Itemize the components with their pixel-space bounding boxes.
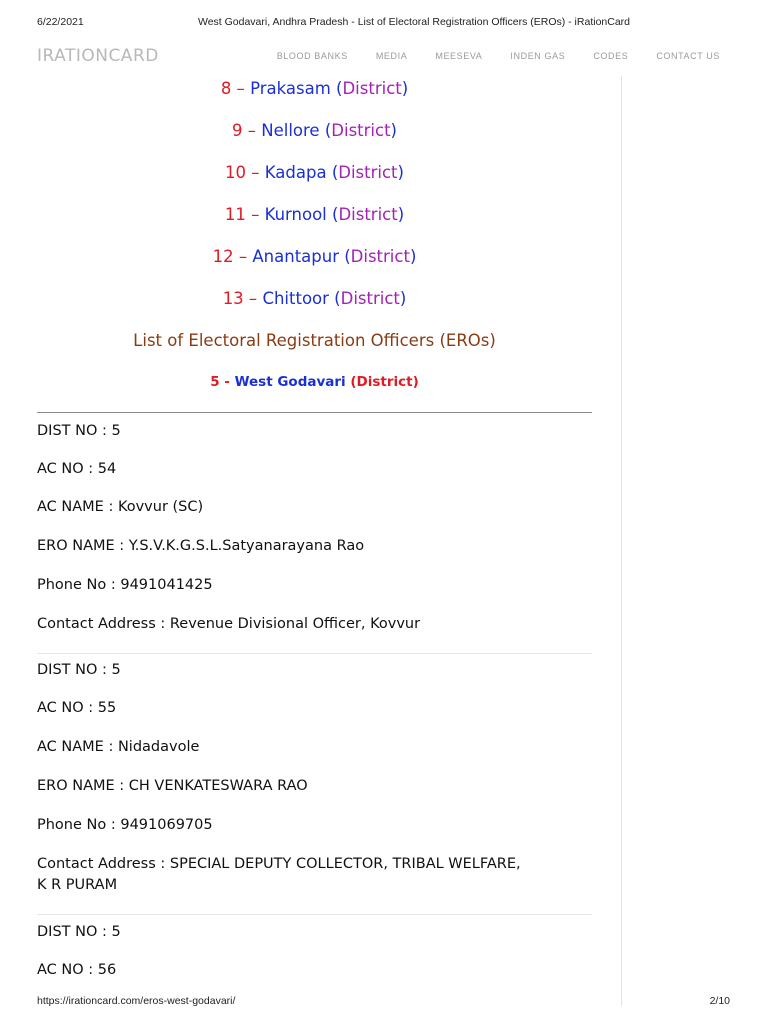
record-1-ac-name: AC NAME : Kovvur (SC)	[37, 499, 204, 515]
nav-codes[interactable]: CODES	[593, 51, 629, 61]
ero-list-heading: List of Electoral Registration Officers (EROs)	[133, 331, 496, 350]
nav-blood-banks[interactable]: BLOOD BANKS	[276, 51, 348, 61]
print-date: 6/22/2021	[37, 16, 84, 28]
sidebar-divider	[621, 76, 622, 1006]
record-2-ero-name: ERO NAME : CH VENKATESWARA RAO	[37, 778, 308, 794]
district-link-kurnool[interactable]: 11 – Kurnool (District)	[224, 205, 405, 224]
district-link-chittoor[interactable]: 13 – Chittoor (District)	[222, 289, 407, 308]
table-top-divider	[37, 412, 592, 413]
record-2-ac-name: AC NAME : Nidadavole	[37, 739, 200, 755]
print-footer	[0, 995, 768, 1009]
nav-media[interactable]: MEDIA	[375, 51, 408, 61]
record-1-address: Contact Address : Revenue Divisional Officer, Kovvur	[37, 616, 421, 632]
page-number: 2/10	[709, 995, 730, 1007]
site-logo[interactable]: IRATIONCARD	[37, 46, 159, 66]
record-1-ac-no: AC NO : 54	[37, 461, 117, 477]
nav-inden-gas[interactable]: INDEN GAS	[510, 51, 566, 61]
district-subheading: 5 - West Godavari (District)	[210, 374, 419, 390]
record-divider	[37, 914, 592, 915]
record-2-address-line-2: K R PURAM	[37, 877, 118, 893]
nav-meeseva[interactable]: MEESEVA	[435, 51, 483, 61]
record-2-ac-no: AC NO : 55	[37, 700, 117, 716]
district-link-anantapur[interactable]: 12 – Anantapur (District)	[212, 247, 417, 266]
record-3-dist-no: DIST NO : 5	[37, 924, 121, 940]
record-2-dist-no: DIST NO : 5	[37, 662, 121, 678]
nav-contact-us[interactable]: CONTACT US	[656, 51, 720, 61]
district-link-nellore[interactable]: 9 – Nellore (District)	[232, 121, 397, 140]
record-2-phone: Phone No : 9491069705	[37, 817, 213, 833]
record-3-ac-no: AC NO : 56	[37, 962, 117, 978]
page-url: https://irationcard.com/eros-west-godavari/	[37, 995, 236, 1007]
print-header	[0, 14, 768, 30]
record-1-dist-no: DIST NO : 5	[37, 423, 121, 439]
record-1-ero-name: ERO NAME : Y.S.V.K.G.S.L.Satyanarayana Rao	[37, 538, 365, 554]
print-title: West Godavari, Andhra Pradesh - List of Electoral Registration Officers (EROs) - iRationCard	[197, 16, 631, 28]
record-1-phone: Phone No : 9491041425	[37, 577, 213, 593]
nav-links	[277, 51, 720, 61]
record-divider	[37, 653, 592, 654]
record-2-address-line-1: Contact Address : SPECIAL DEPUTY COLLECTOR, TRIBAL WELFARE,	[37, 856, 521, 872]
district-link-kadapa[interactable]: 10 – Kadapa (District)	[225, 163, 404, 182]
site-navbar	[0, 40, 768, 74]
district-link-prakasam[interactable]: 8 – Prakasam (District)	[220, 79, 409, 98]
